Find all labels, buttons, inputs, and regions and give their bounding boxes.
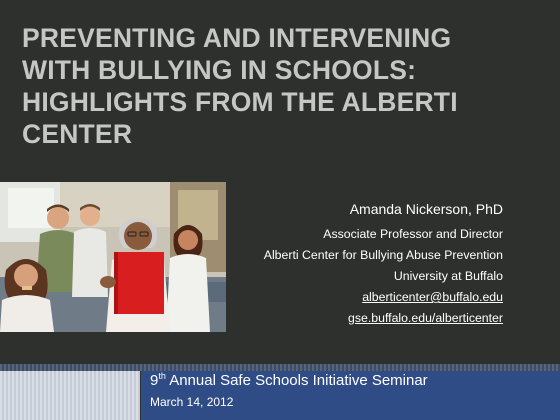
seminar-name: Annual Safe Schools Initiative Seminar — [165, 372, 428, 389]
seminar-date: March 14, 2012 — [150, 395, 234, 409]
title-line: CENTER — [22, 119, 133, 149]
title-line: WITH BULLYING IN SCHOOLS: — [22, 55, 417, 85]
speaker-role: Associate Professor and Director — [323, 227, 503, 241]
email-link[interactable]: alberticenter@buffalo.edu — [362, 290, 503, 304]
seminar-title — [150, 371, 428, 391]
website-link[interactable]: gse.buffalo.edu/alberticenter — [348, 311, 503, 325]
speaker-organization: Alberti Center for Bullying Abuse Prevention — [263, 248, 503, 262]
seminar-ordinal-suffix: th — [158, 371, 166, 381]
slide-title — [22, 22, 542, 150]
title-line: PREVENTING AND INTERVENING — [22, 23, 452, 53]
speaker-info — [173, 200, 503, 329]
footer-left-panel — [0, 371, 140, 420]
title-line: HIGHLIGHTS FROM THE ALBERTI — [22, 87, 458, 117]
footer-divider — [0, 364, 560, 371]
seminar-ordinal: 9 — [150, 372, 159, 389]
speaker-university: University at Buffalo — [393, 269, 503, 283]
speaker-name: Amanda Nickerson, PhD — [349, 201, 503, 217]
